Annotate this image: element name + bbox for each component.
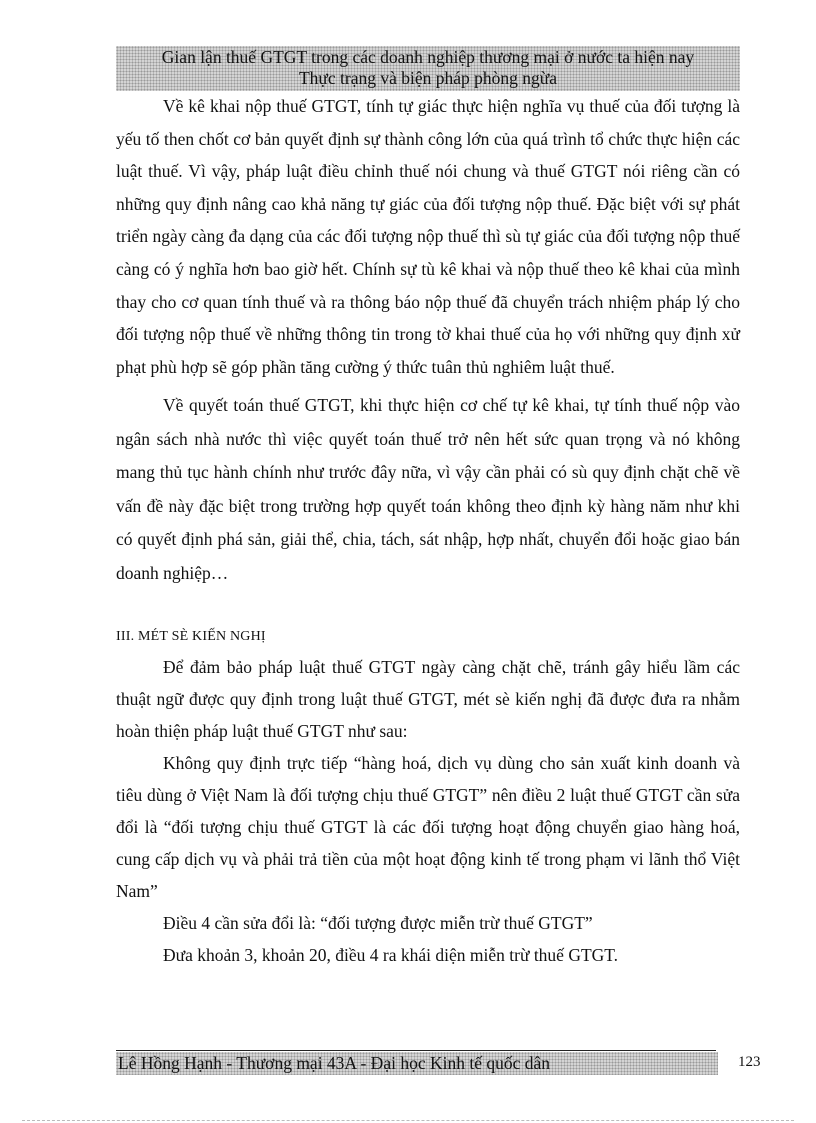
page-body xyxy=(116,90,740,971)
running-header xyxy=(116,46,740,91)
paragraph-recommendation-article-4: Điều 4 cần sửa đổi là: “đối tượng được miễn trừ thuế GTGT” xyxy=(163,913,593,934)
paragraph-tax-settlement: Về quyết toán thuế GTGT, khi thực hiện cơ chế tự kê khai, tự tính thuế nộp vào ngân sách nhà nước thì việc quyết toán thuế trở nên hết sức quan trọng và nó không mang thủ tục hành chính như trước đây nữa, vì vậy cần phải có sù quy định chặt chẽ về vấn đề này đặc biệt trong trường hợp quyết toán không theo định kỳ hàng năm như khi có quyết định phá sản, giải thể, chia, tách, sát nhập, hợp nhất, chuyển đổi hoặc giao bán doanh nghiệp… xyxy=(116,395,740,583)
paragraph-recommendation-clauses: Đưa khoản 3, khoản 20, điều 4 ra khái diện miễn trừ thuế GTGT. xyxy=(163,945,619,966)
footer-author-line: Lê Hồng Hạnh - Thương mại 43A - Đại học Kinh tế quốc dân xyxy=(116,1052,718,1075)
paragraph-tax-declaration: Về kê khai nộp thuế GTGT, tính tự giác thực hiện nghĩa vụ thuế của đối tượng là yếu tố then chốt cơ bản quyết định sự thành công lớn của quá trình tổ chức thực hiện các luật thuế. Vì vậy, pháp luật điều chỉnh thuế nói chung và thuế GTGT nói riêng cần có những quy định nâng cao khả năng tự giác của đối tượng nộp thuế. Đặc biệt với sự phát triển ngày càng đa dạng của các đối tượng nộp thuế thì sù tự giác của đối tượng nộp thuế càng có ý nghĩa hơn bao giờ hết. Chính sự tù kê khai và nộp thuế theo kê khai của mình thay cho cơ quan tính thuế và ra thông báo nộp thuế đã chuyển trách nhiệm pháp lý cho đối tượng nộp thuế về những thông tin trong tờ khai thuế của họ với những quy định xử phạt phù hợp sẽ góp phần tăng cường ý thức tuân thủ nghiêm luật thuế. xyxy=(116,96,740,377)
section-heading: III. MÉT SÈ KIẾN NGHỊ xyxy=(116,629,266,645)
page-bottom-divider xyxy=(22,1120,794,1121)
paragraph-recommendation-article-2: Không quy định trực tiếp “hàng hoá, dịch vụ dùng cho sản xuất kinh doanh và tiêu dùng ở Việt Nam là đối tượng chịu thuế GTGT” nên điều 2 luật thuế GTGT cần sửa đổi là “đối tượng chịu thuế GTGT là các đối tượng hoạt động chuyển giao hàng hoá, cung cấp dịch vụ và phải trả tiền của một hoạt động kinh tế trong phạm vi lãnh thổ Việt Nam” xyxy=(116,753,740,902)
page-number: 123 xyxy=(738,1054,761,1070)
footer-rule xyxy=(116,1050,716,1051)
header-title-line-1: Gian lận thuế GTGT trong các doanh nghiệp thương mại ở nước ta hiện nay xyxy=(161,47,695,67)
paragraph-recommendation-intro: Để đảm bảo pháp luật thuế GTGT ngày càng chặt chẽ, tránh gây hiểu lầm các thuật ngữ được quy định trong luật thuế GTGT, mét sè kiến nghị đã được đưa ra nhằm hoàn thiện pháp luật thuế GTGT như sau: xyxy=(116,657,740,742)
header-title-line-2: Thực trạng và biện pháp phòng ngừa xyxy=(298,68,558,88)
